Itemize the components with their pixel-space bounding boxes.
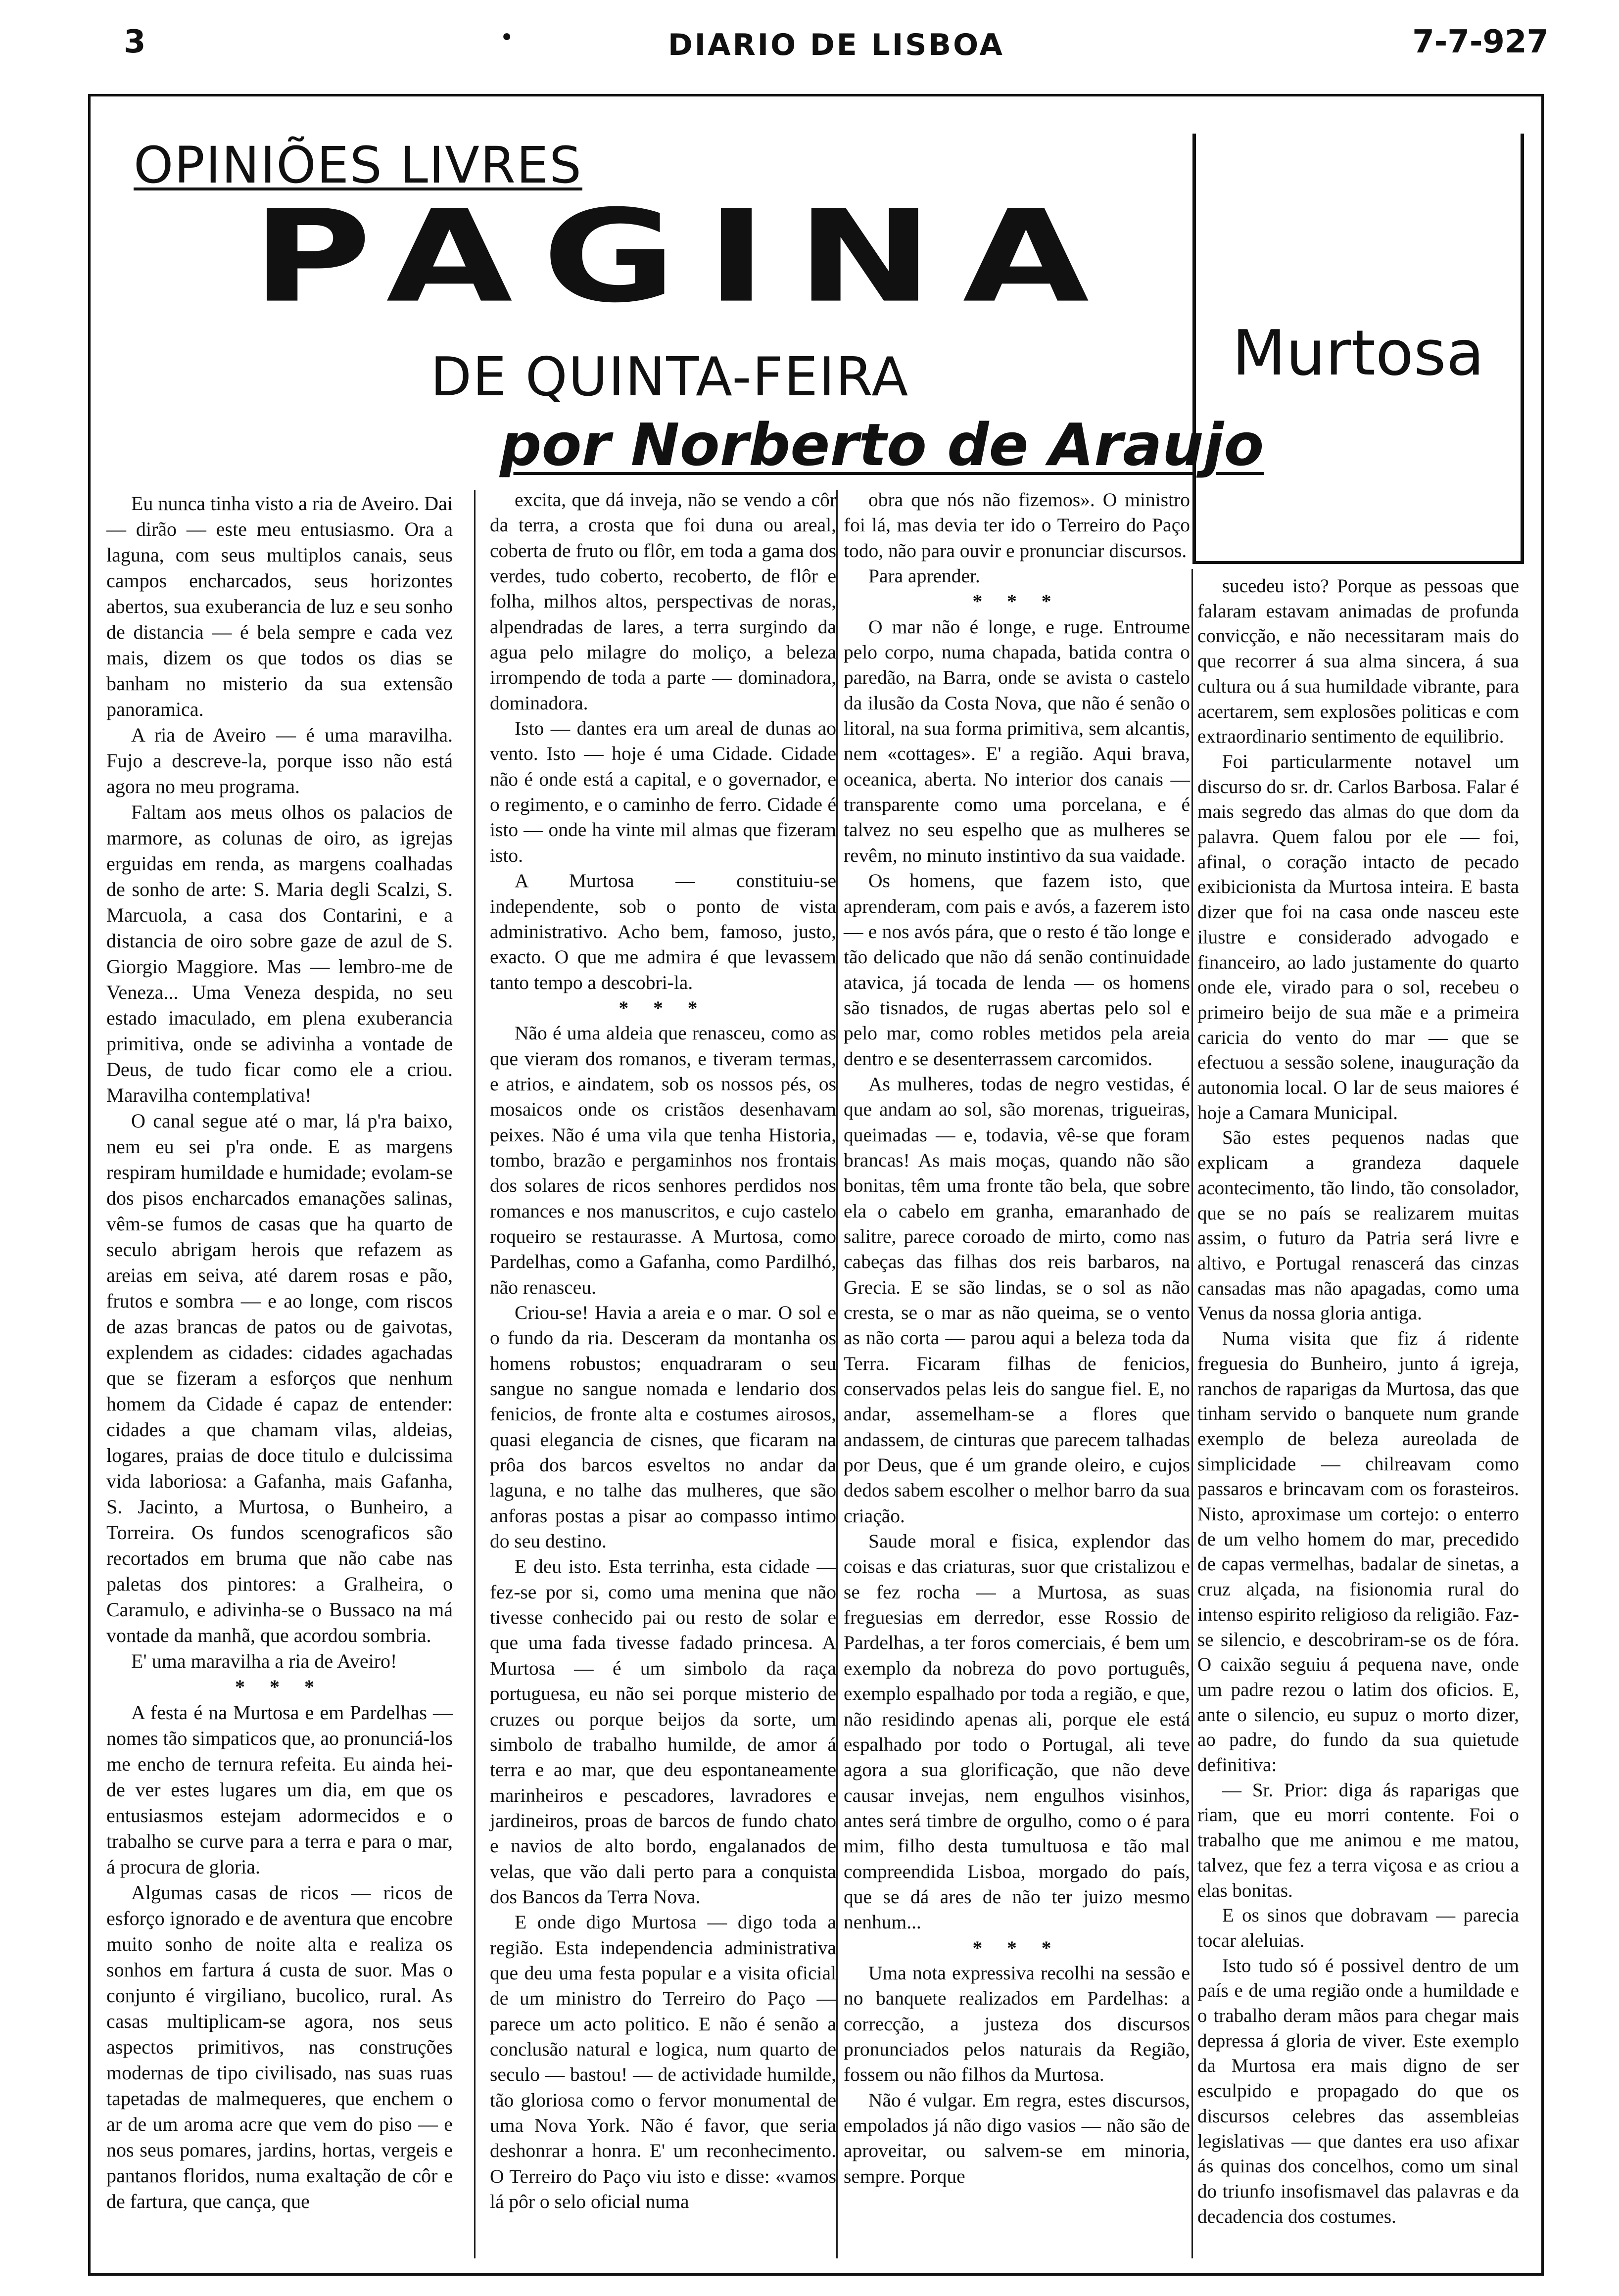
section-separator: * * * [972, 1936, 1061, 1959]
paragraph: A festa é na Murtosa e em Pardelhas — nomes tão simpaticos que, ao pronunciá-los me encho de ternura refeita. Eu ainda hei-de ver estes lugares um dia, em que os entusiasmos estejam adormecidos e o trabalho se curve para a terra e para o mar, á procura de gloria. [106, 1701, 453, 1878]
paragraph: A Murtosa — constituiu-se independente, sob o ponto de vista administrativo. Acho bem, famoso, justo, exacto. O que me admira é que levassem tanto tempo a descobri-la. [490, 870, 836, 993]
paragraph: obra que nós não fizemos». O ministro foi lá, mas devia ter ido o Terreiro do Paço todo, não para ouvir e pronunciar discursos. [844, 489, 1190, 562]
column-rule [1191, 569, 1193, 2258]
paragraph: São estes pequenos nadas que explicam a grandeza daquele acontecimento, tão lindo, tão consolador, que se no país se realizarem muitas assim, o futuro da Patria será livre e altivo, e Portugal renascerá das cinzas cansadas mas não apagadas, como uma Venus da nossa gloria antiga. [1197, 1127, 1519, 1324]
paragraph: A ria de Aveiro — é uma maravilha. Fujo a descreve-la, porque isso não está agora no meu programa. [106, 724, 453, 797]
masthead-dot: • [500, 24, 514, 51]
paragraph: Não é uma aldeia que renasceu, como as que vieram dos romanos, e tiveram termas, e atrios, e aindatem, sob os nossos pés, os mosaicos onde os cristãos desenhavam peixes. Não é uma vila que tenha Historia, tombo, brazão e pergaminhos nos frontais dos solares de ricos senhores perdidos nos romances e nos manuscritos, e cujo castelo roqueiro se restaurasse. A Murtosa, como Pardelhas, como a Gafanha, como Pardilhó, não renasceu. [490, 1022, 836, 1298]
column-rule [474, 490, 476, 2258]
paragraph: — Sr. Prior: diga ás raparigas que riam, que eu morri contente. Foi o trabalho que me animou e me matou, talvez, que fez a terra viçosa e as criou a elas bonitas. [1197, 1779, 1519, 1901]
paragraph: Eu nunca tinha visto a ria de Aveiro. Dai — dirão — este meu entusiasmo. Ora a laguna, com seus multiplos canais, seus campos encharcados, seus horizontes abertos, sua exuberancia de luz e seu sonho de distancia — é bela sempre e cada vez mais, dizem os que todos os dias se banham no misterio da sua extensão panoramica. [106, 492, 453, 720]
paragraph: E' uma maravilha a ria de Aveiro! [131, 1650, 397, 1672]
newspaper-name: DIARIO DE LISBOA [668, 28, 1004, 62]
paragraph: E deu isto. Esta terrinha, esta cidade — fez-se por si, como uma menina que não tivesse conhecido pai ou resto de solar e que uma fada tivesse fadado princesa. A Murtosa — é um simbolo da raça portuguesa, eu não sei porque misterio de cruzes ou porque beijos da sorte, um simbolo de trabalho humilde, de amor á terra e ao mar, que deu espontaneamente marinheiros e pescadores, lavradores e jardineiros, proas de barcos de fundo chato e navios de alto bordo, engalanados de velas, que vão dali perto para a conquista dos Bancos da Terra Nova. [490, 1555, 836, 1908]
side-title: Murtosa [1232, 317, 1484, 389]
headline: PAGINA [251, 182, 1119, 331]
section-kicker: OPINIÕES LIVRES [134, 136, 582, 195]
paragraph: Numa visita que fiz á ridente freguesia do Bunheiro, junto á igreja, ranchos de raparigas da Murtosa, das que tinham servido o banquete num grande exemplo de beleza aureolada de simplicidade — chilreavam como passaros e brincavam com os forasteiros. Nisto, aproximase um cortejo: o enterro de um velho homem do mar, precedido de capas vermelhas, badalar de sinetas, a cruz alçada, na fisionomia rural do intenso espirito religioso da religião. Faz-se silencio, e descobriram-se os de fóra. O caixão seguiu á pequena nave, onde um padre rezou o latim dos oficios. E, ante o silencio, eu supuz o morto dizer, ao padre, do fundo da sua quietude definitiva: [1197, 1328, 1519, 1776]
paragraph: Faltam aos meus olhos os palacios de marmore, as colunas de oiro, as igrejas erguidas em renda, as margens coalhadas de sonho de arte: S. Maria degli Scalzi, S. Marcuola, a casa dos Contarini, e a distancia de oiro sobre gaze de azul de S. Giorgio Maggiore. Mas — lembro-me de Veneza... Uma Veneza despida, no seu estado imaculado, em plena exuberancia primitiva, onde se adivinha a vontade de Deus, de tudo ficar como ele a criou. Maravilha contemplativa! [106, 801, 453, 1106]
text-column-4 [1197, 574, 1519, 2229]
paragraph: Os homens, que fazem isto, que aprenderam, com pais e avós, a fazerem isto — e nos avós pára, que o resto é tão longe e tão delicado que não dá senão continuidade atavica, já tocada de lenda — os homens são tisnados, de rugas abertas pelo sol e pelo mar, como robles metidos pela areia dentro e se desenterrassem carcomidos. [844, 870, 1190, 1070]
paragraph: Isto tudo só é possivel dentro de um país e de uma região onde a humildade e o trabalho deram mãos para chegar mais depressa á gloria de viver. Este exemplo da Murtosa era mais digno de ser esculpido e propagado do que os discursos celebres das assembleias legislativas — que dantes era uso afixar ás quinas dos concelhos, como um sinal do triunfo insofismavel das palavras e da decadencia dos costumes. [1197, 1955, 1519, 2227]
section-separator: * * * [235, 1676, 324, 1698]
issue-date: 7-7-927 [1412, 24, 1549, 60]
side-box-rule [1196, 561, 1521, 564]
subheadline: DE QUINTA-FEIRA [430, 346, 909, 408]
paragraph: E os sinos que dobravam — parecia tocar aleluias. [1197, 1905, 1519, 1951]
paragraph: excita, que dá inveja, não se vendo a côr da terra, a crosta que foi duna ou areal, coberta de fruto ou flôr, em toda a gama dos verdes, tudo coberto, recoberto, de flôr e folha, milhos altos, perspectivas de noras, alpendradas de lares, a terra surgindo da agua pelo milagre do moliço, a beleza irrompendo de toda a parte — dominadora, dominadora. [490, 489, 836, 714]
column-rule [836, 490, 838, 2258]
byline: por Norberto de Araujo [500, 411, 1264, 479]
paragraph: Isto — dantes era um areal de dunas ao vento. Isto — hoje é uma Cidade. Cidade não é onde está a capital, e o governador, e o regimento, e o caminho de ferro. Cidade é isto — onde ha vinte mil almas que fizeram isto. [490, 717, 836, 866]
paragraph: Criou-se! Havia a areia e o mar. O sol e o fundo da ria. Desceram da montanha os homens robustos; enquadraram o seu sangue no sangue nomada e lendario dos fenicios, de fronte alta e costumes airosos, quasi elegancia de cisnes, que ficaram na prôa dos barcos esveltos no andar da laguna, e no talhe das mulheres, que são anforas postas a pisar ao compasso intimo do seu destino. [490, 1302, 836, 1552]
paragraph: Para aprender. [868, 565, 980, 587]
section-separator: * * * [972, 590, 1061, 612]
paragraph: Uma nota expressiva recolhi na sessão e no banquete realizados em Pardelhas: a correcção, a justeza dos discursos pronunciados pelos naturais da Região, fossem ou não filhos da Murtosa. [844, 1962, 1190, 2086]
side-title-box [1192, 134, 1524, 564]
paragraph: O canal segue até o mar, lá p'ra baixo, nem eu sei p'ra onde. E as margens respiram humildade e humidade; evolam-se dos pisos encharcados emanações salinas, vêm-se fumos de casas que ha quarto de seculo abrigam herois que refazem as areias em seiva, até darem rosas e pão, frutos e sombra — e ao longe, com riscos de azas brancas de patos ou de gaivotas, explendem as cidades: cidades agachadas que se fizeram a esforços que nenhum homem da Cidade é capaz de entender: cidades a que chamam vilas, aldeias, logares, praias de doce titulo e dulcissima vida laboriosa: a Gafanha, mais Gafanha, S. Jacinto, a Murtosa, o Bunheiro, a Torreira. Os fundos scenograficos são recortados em bruma que não cabe nas paletas dos pintores: a Gralheira, o Caramulo, e adivinha-se o Bussaco na má vontade da manhã, que acordou sombria. [106, 1110, 453, 1646]
paragraph: Não é vulgar. Em regra, estes discursos, empolados já não digo vasios — não são de aproveitar, ou salvem-se em minoria, sempre. Porque [844, 2089, 1190, 2187]
text-column-2 [490, 487, 836, 2214]
paragraph: sucedeu isto? Porque as pessoas que falaram estavam animadas de profunda convicção, e não necessitaram mais do que recorrer á sua alma sincera, á sua cultura ou á sua humildade vibrante, para acertarem, sem explosões politicas e com extraordinario sentimento de equilibrio. [1197, 575, 1519, 748]
paragraph: Foi particularmente notavel um discurso do sr. dr. Carlos Barbosa. Falar é mais segredo das almas do que dom da palavra. Quem falou por ele — foi, afinal, o coração intacto de pecado exibicionista da Murtosa inteira. E basta dizer que foi na casa onde nasceu este ilustre e considerado advogado e financeiro, ao lado justamente do quarto onde ele, virado para o sol, recebeu o primeiro beijo de sua mãe e a primeira caricia do vento do mar — que se efectuou a sessão solene, inauguração da autonomia local. O lar de seus maiores é hoje a Camara Municipal. [1197, 750, 1519, 1124]
paragraph: Saude moral e fisica, explendor das coisas e das criaturas, suor que cristalizou e se fez rocha — a Murtosa, as suas freguesias em derredor, esse Rossio de Pardelhas, a ter foros comerciais, é bem um exemplo da nobreza do povo português, exemplo espalhado por toda a região, e que, não residindo apenas ali, porque ele está espalhado por todo o Portugal, ali teve agora a sua glorificação, que não deve causar invejas, nem engulhos visinhos, antes será timbre de orgulho, como o é para mim, filho desta tumultuosa e tão mal compreendida Lisboa, morgado do país, que se dá ares de não ter juizo mesmo nenhum... [844, 1530, 1190, 1933]
section-separator: * * * [619, 996, 708, 1019]
text-column-1 [106, 491, 453, 2214]
paragraph: Algumas casas de ricos — ricos de esforço ignorado e de aventura que encobre muito sonho de noite alta e realiza os sonhos em fartura á custa de suor. Mas o conjunto é virgiliano, bucolico, rural. As casas multiplicam-se agora, nos seus aspectos primitivos, nas construções modernas de tipo civilisado, nas suas ruas tapetadas de malmequeres, que enchem o ar de um aroma acre que vem do piso — e nos seus pomares, jardins, hortas, vergeis e pantanos floridos, numa exaltação de côr e de fartura, que cança, que [106, 1881, 453, 2212]
paragraph: O mar não é longe, e ruge. Entroume pelo corpo, numa chapada, batida contra o paredão, na Barra, onde se avista o castelo da ilusão da Costa Nova, que não é senão o litoral, na sua forma primitiva, sem alcantis, nem «cottages». E' a região. Aqui brava, oceanica, aberta. No interior dos canais — transparente como uma porcelana, e é talvez no seu espelho que as mulheres se revêm, no minuto instintivo da sua vaidade. [844, 615, 1190, 866]
masthead [124, 24, 1549, 78]
text-column-3 [844, 487, 1190, 2189]
page-number: 3 [124, 24, 146, 60]
paragraph: E onde digo Murtosa — digo toda a região. Esta independencia administrativa que deu uma festa popular e a visita oficial de um ministro do Terreiro do Paço — parece um acto politico. E não é senão a conclusão natural e logica, num quarto de seculo — bastou! — de actividade humilde, tão gloriosa como o fervor monumental de uma Nova York. Não é favor, que seria deshonrar a honra. E' um reconhecimento. O Terreiro do Paço viu isto e disse: «vamos lá pôr o selo oficial numa [490, 1911, 836, 2213]
paragraph: As mulheres, todas de negro vestidas, é que andam ao sol, são morenas, trigueiras, queimadas — e, todavia, vê-se que foram brancas! As mais moças, quando não são bonitas, têm uma fronte tão bela, que sobre ela o cabelo em granha, emaranhado de salitre, parece coroado de mirto, como nas cabeças das filhas dos reis barbaros, na Grecia. E se são lindas, se o sol as não cresta, se o mar as não queima, se o vento as não corta — parou aqui a beleza toda da Terra. Ficaram filhas de fenicios, conservados pelas leis do sangue fiel. E, no andar, assemelham-se a flores que andassem, de cinturas que parecem talhadas por Deus, que é um grande oleiro, e cujos dedos sabem escolher o melhor barro da sua criação. [844, 1073, 1190, 1527]
